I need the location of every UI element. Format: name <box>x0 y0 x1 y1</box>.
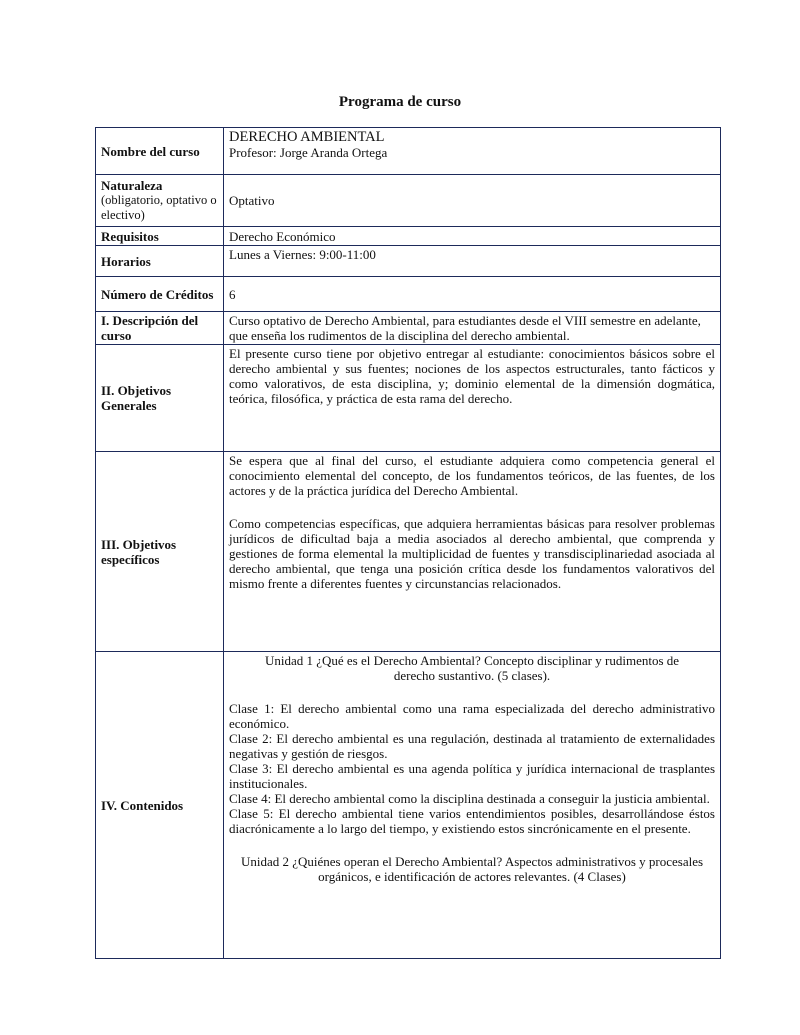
value-creditos: 6 <box>224 277 721 312</box>
label-contenidos <box>96 652 224 959</box>
row-requisitos <box>96 227 721 246</box>
course-name: DERECHO AMBIENTAL <box>229 129 385 145</box>
professor-name: Profesor: Jorge Aranda Ortega <box>229 145 388 160</box>
label-objetivos-generales-text: II. Objetivos Generales <box>101 383 172 413</box>
value-objetivos-especificos <box>224 452 721 652</box>
row-objetivos-especificos <box>96 452 721 652</box>
value-nombre <box>224 128 721 175</box>
label-creditos <box>96 277 224 312</box>
value-descripcion: Curso optativo de Derecho Ambiental, para estudiantes desde el VIII semestre en adelante, que enseña los rudimentos de la disciplina del derecho ambiental. <box>224 312 721 345</box>
row-horarios <box>96 246 721 277</box>
row-naturaleza <box>96 175 721 227</box>
label-objetivos-especificos <box>96 452 224 652</box>
value-objetivos-generales: El presente curso tiene por objetivo entregar al estudiante: conocimientos básicos sobre el derecho ambiental y sus fuentes; nociones de los aspectos estructurales, tanto fácticos y como valorativos, de esta disciplina, y; dominio elemental de la dimensión dogmática, teórica, filosófica, y práctica de esta rama del derecho. <box>224 345 721 452</box>
label-horarios-text: Horarios <box>101 253 151 269</box>
class-item: Clase 1: El derecho ambiental como una rama especializada del derecho administrativo económico. <box>229 701 715 731</box>
label-naturaleza <box>96 175 224 227</box>
label-naturaleza-text: Naturaleza <box>101 178 163 193</box>
value-horarios: Lunes a Viernes: 9:00-11:00 <box>224 246 721 277</box>
objetivos-especificos-paragraph-1: Se espera que al final del curso, el estudiante adquiera como competencia general el conocimiento elemental del concepto, de los fundamentos teóricos, de las fuentes, de los actores y de la práctica jurídica del Derecho Ambiental. <box>229 453 715 498</box>
class-item: Clase 2: El derecho ambiental es una regulación, destinada al tratamiento de externalidades negativas y gestión de riesgos. <box>229 731 715 761</box>
row-nombre <box>96 128 721 175</box>
value-requisitos: Derecho Económico <box>224 227 721 246</box>
class-item: Clase 4: El derecho ambiental como la disciplina destinada a conseguir la justicia ambiental. <box>229 791 710 806</box>
label-nombre-text: Nombre del curso <box>101 143 200 159</box>
class-item: Clase 3: El derecho ambiental es una agenda política y jurídica internacional de trasplantes institucionales. <box>229 761 715 791</box>
label-requisitos-text: Requisitos <box>101 228 159 244</box>
row-contenidos <box>96 652 721 959</box>
label-objetivos-generales <box>96 345 224 452</box>
label-descripcion <box>96 312 224 345</box>
label-horarios <box>96 246 224 277</box>
label-contenidos-text: IV. Contenidos <box>101 797 184 813</box>
class-item: Clase 5: El derecho ambiental tiene varios entendimientos posibles, desarrollándose éstos diacrónicamente a lo largo del tiempo, y existiendo estos sincrónicamente en el presente. <box>229 806 715 836</box>
unit-1-title: Unidad 1 ¿Qué es el Derecho Ambiental? Concepto disciplinar y rudimentos de derecho sustantivo. (5 clases). <box>264 653 680 683</box>
label-creditos-text: Número de Créditos <box>101 286 214 302</box>
row-objetivos-generales <box>96 345 721 452</box>
page-title: Programa de curso <box>338 94 462 110</box>
label-descripcion-text: I. Descripción del curso <box>101 313 199 343</box>
value-naturaleza: Optativo <box>224 175 721 227</box>
course-program-table <box>95 127 721 959</box>
row-descripcion <box>96 312 721 345</box>
label-nombre <box>96 128 224 175</box>
label-requisitos <box>96 227 224 246</box>
label-naturaleza-sub: (obligatorio, optativo o electivo) <box>101 193 217 222</box>
objetivos-especificos-paragraph-2: Como competencias específicas, que adquiera herramientas básicas para resolver problemas jurídicos de dificultad baja a media asociados al derecho ambiental, que comprenda y gestiones de forma elemental la multiplicidad de fuentes y transdisciplinariedad asociada al derecho ambiental, que tenga una posición crítica desde los fundamentos valorativos del mismo frente a diferentes fuentes y circunstancias relacionados. <box>229 516 715 591</box>
label-objetivos-especificos-text: III. Objetivos específicos <box>101 536 177 567</box>
value-contenidos <box>224 652 721 959</box>
row-creditos <box>96 277 721 312</box>
unit-2-title: Unidad 2 ¿Quiénes operan el Derecho Ambiental? Aspectos administrativos y procesales orgánicos, e identificación de actores relevantes. (4 Clases) <box>240 854 704 884</box>
